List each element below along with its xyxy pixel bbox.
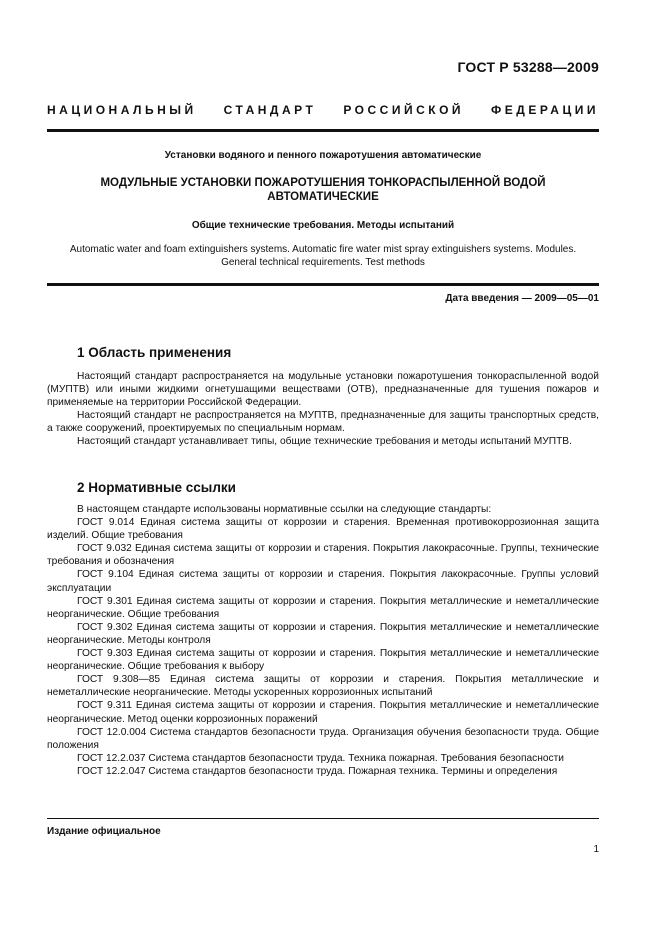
title-line-1: Установки водяного и пенного пожаротушения автоматические xyxy=(164,150,482,161)
effective-date: Дата введения — 2009—05—01 xyxy=(445,293,599,304)
reference-item: ГОСТ 9.032 Единая система защиты от коррозии и старения. Покрытия лакокрасочные. Группы, технические требования и обозначения xyxy=(47,543,599,568)
section-1-body xyxy=(47,370,599,449)
header-rule xyxy=(47,129,599,132)
paragraph: Настоящий стандарт распространяется на модульные установки пожаротушения тонкораспыленной водой (МУПТВ) или иными жидкими огнетушащими веществами (ОТВ), предназначенные для тушения пожаров и применяемые на территории Российской Федерации. xyxy=(47,371,599,409)
english-title xyxy=(47,243,599,269)
reference-item: ГОСТ 9.308—85 Единая система защиты от коррозии и старения. Покрытия металлические и неметаллические неорганические. Методы ускоренных коррозионных испытаний xyxy=(47,674,599,699)
subtitle: Общие технические требования. Методы испытаний xyxy=(191,220,455,231)
reference-item: ГОСТ 9.104 Единая система защиты от коррозии и старения. Покрытия лакокрасочные. Группы условий эксплуатации xyxy=(47,569,599,594)
english-title-line-a: Automatic water and foam extinguishers systems. Automatic fire water mist spray extinguishers systems. Modules. xyxy=(69,244,577,255)
main-title-line-a: МОДУЛЬНЫЕ УСТАНОВКИ ПОЖАРОТУШЕНИЯ ТОНКОРАСПЫЛЕННОЙ ВОДОЙ xyxy=(100,177,546,189)
standard-code: ГОСТ Р 53288—2009 xyxy=(457,59,599,75)
reference-item: В настоящем стандарте использованы нормативные ссылки на следующие стандарты: xyxy=(77,504,492,515)
paragraph: Настоящий стандарт устанавливает типы, общие технические требования и методы испытаний МУПТВ. xyxy=(77,436,572,448)
reference-item: ГОСТ 9.311 Единая система защиты от коррозии и старения. Покрытия металлические и неметаллические неорганические. Метод оценки коррозионных поражений xyxy=(47,700,599,725)
paragraph: Настоящий стандарт не распространяется на МУПТВ, предназначенные для защиты транспортных средств, а также сооружений, проектируемых по специальным нормам. xyxy=(47,410,599,435)
section-2-title: 2 Нормативные ссылки xyxy=(77,480,236,495)
reference-item: ГОСТ 9.302 Единая система защиты от коррозии и старения. Покрытия металлические и неметаллические неорганические. Методы контроля xyxy=(47,621,599,646)
section-2-body xyxy=(47,503,599,778)
reference-item: ГОСТ 12.0.004 Система стандартов безопасности труда. Организация обучения безопасности труда. Общие положения xyxy=(47,726,599,751)
main-title xyxy=(47,176,599,204)
official-edition-note: Издание официальное xyxy=(47,826,161,837)
title-rule xyxy=(47,283,599,286)
reference-item: ГОСТ 9.303 Единая система защиты от коррозии и старения. Покрытия металлические и неметаллические неорганические. Общие требования к выбору xyxy=(47,648,599,673)
main-title-line-b: АВТОМАТИЧЕСКИЕ xyxy=(267,191,379,203)
section-1-title: 1 Область применения xyxy=(77,345,232,360)
reference-item: ГОСТ 12.2.047 Система стандартов безопасности труда. Пожарная техника. Термины и определения xyxy=(77,765,558,777)
english-title-line-b: General technical requirements. Test methods xyxy=(221,257,425,268)
footer-rule xyxy=(47,818,599,819)
page-number: 1 xyxy=(593,844,599,855)
national-standard-heading: НАЦИОНАЛЬНЫЙ СТАНДАРТ РОССИЙСКОЙ ФЕДЕРАЦИИ xyxy=(47,103,599,117)
reference-item: ГОСТ 12.2.037 Система стандартов безопасности труда. Техника пожарная. Требования безопасности xyxy=(77,752,564,764)
reference-item: ГОСТ 9.301 Единая система защиты от коррозии и старения. Покрытия металлические и неметаллические неорганические. Общие требования xyxy=(47,595,599,620)
reference-item: ГОСТ 9.014 Единая система защиты от коррозии и старения. Временная противокоррозионная защита изделий. Общие требования xyxy=(47,517,599,542)
